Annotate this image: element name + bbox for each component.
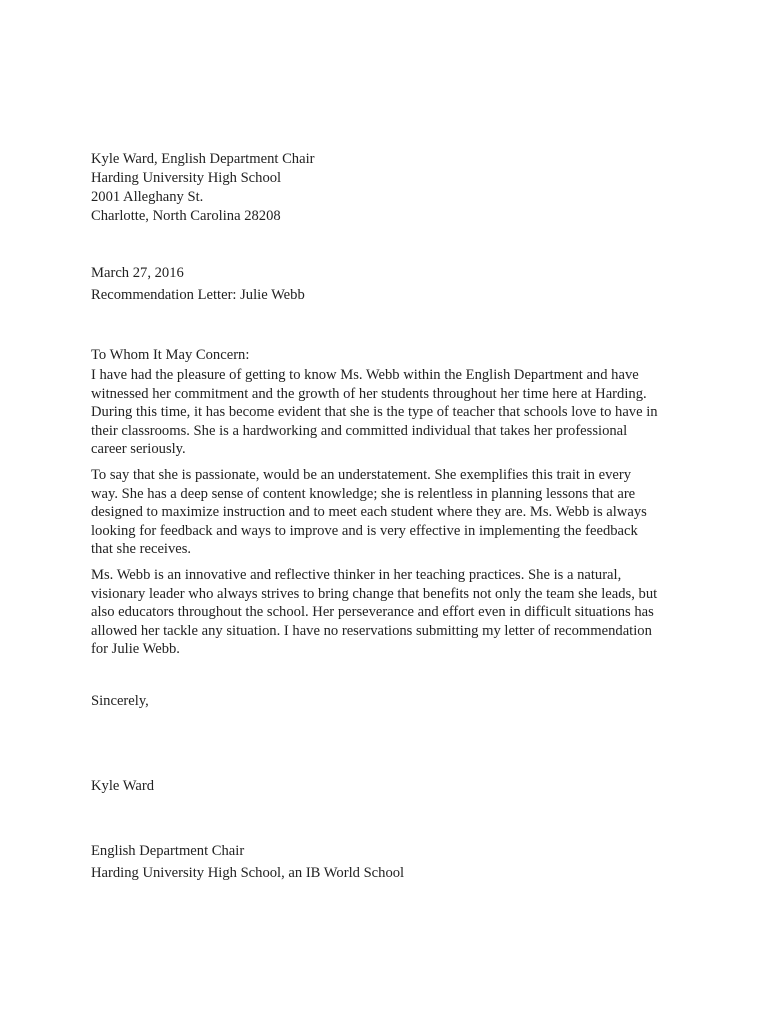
paragraph-line: way. She has a deep sense of content knowledge; she is relentless in planning lessons that are [91,485,636,502]
paragraph-line: Ms. Webb is an innovative and reflective thinker in her teaching practices. She is a natural, [91,566,622,583]
letter-subject: Recommendation Letter: Julie Webb [91,287,305,303]
sender-address-line: Kyle Ward, English Department Chair [91,151,315,167]
signature-title: English Department Chair [91,842,245,859]
body-paragraph [91,566,691,659]
closing: Sincerely, [91,692,149,709]
paragraph-line: for Julie Webb. [91,641,180,658]
paragraph-line: career seriously. [91,441,186,458]
paragraph-line: During this time, it has become evident that she is the type of teacher that schools love to have in [91,404,658,421]
paragraph-line: witnessed her commitment and the growth of her students throughout her time here at Harding. [91,385,647,402]
paragraph-line: To say that she is passionate, would be an understatement. She exemplifies this trait in every [91,466,632,483]
paragraph-line: designed to maximize instruction and to meet each student where they are. Ms. Webb is always [91,504,647,521]
sender-address-line: Harding University High School [91,170,282,186]
signature-organization: Harding University High School, an IB World School [91,864,405,881]
paragraph-line: visionary leader who always strives to bring change that benefits not only the team she leads, but [91,585,658,602]
letter-body [91,150,691,884]
paragraph-line: allowed her tackle any situation. I have no reservations submitting my letter of recommendation [91,622,652,639]
sender-address-line: 2001 Alleghany St. [91,189,204,205]
letter-date: March 27, 2016 [91,265,184,281]
paragraph-line: I have had the pleasure of getting to know Ms. Webb within the English Department and have [91,367,639,383]
body-paragraph [91,466,691,559]
paragraph-line: looking for feedback and ways to improve and is very effective in implementing the feedback [91,522,638,539]
paragraph-line: their classrooms. She is a hardworking and committed individual that takes her professional [91,422,628,439]
sender-address-block [91,150,691,226]
paragraph-line: also educators throughout the school. Her perseverance and effort even in difficult situations has [91,604,654,621]
signature-name: Kyle Ward [91,777,154,794]
paragraph-line: that she receives. [91,541,192,558]
body-paragraph [91,366,691,459]
sender-address-line: Charlotte, North Carolina 28208 [91,208,281,224]
salutation: To Whom It May Concern: [91,347,250,363]
